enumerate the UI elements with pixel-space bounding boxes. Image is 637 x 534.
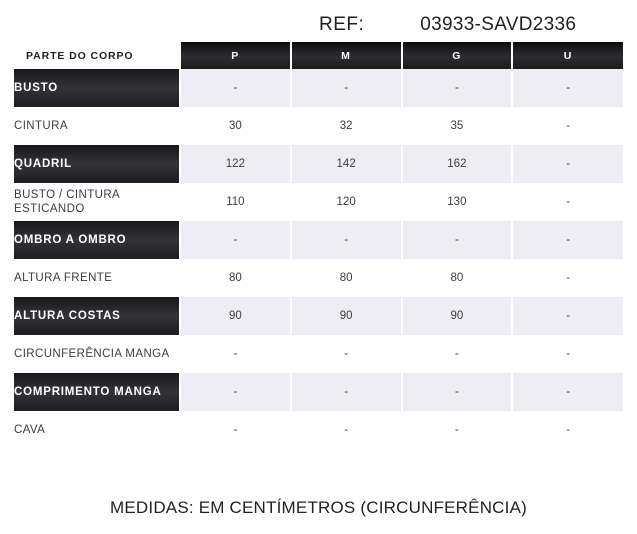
row-value: - bbox=[180, 411, 291, 449]
row-value: - bbox=[402, 373, 513, 411]
row-value: - bbox=[180, 335, 291, 373]
table-row bbox=[14, 183, 623, 221]
row-label: BUSTO / CINTURA ESTICANDO bbox=[14, 183, 180, 221]
row-value: 90 bbox=[180, 297, 291, 335]
row-value: - bbox=[512, 373, 623, 411]
row-value: - bbox=[512, 259, 623, 297]
row-value: 32 bbox=[291, 107, 402, 145]
table-row bbox=[14, 107, 623, 145]
row-value: 130 bbox=[402, 183, 513, 221]
row-value: - bbox=[512, 297, 623, 335]
row-value: - bbox=[180, 69, 291, 107]
row-value: 162 bbox=[402, 145, 513, 183]
row-value: - bbox=[512, 183, 623, 221]
table-row bbox=[14, 259, 623, 297]
row-value: - bbox=[512, 335, 623, 373]
row-value: 80 bbox=[291, 259, 402, 297]
row-label: CIRCUNFERÊNCIA MANGA bbox=[14, 335, 180, 373]
row-value: - bbox=[180, 221, 291, 259]
row-value: - bbox=[512, 145, 623, 183]
table-row bbox=[14, 411, 623, 449]
row-value: 80 bbox=[180, 259, 291, 297]
table-header bbox=[14, 42, 623, 69]
column-header-size-g: G bbox=[402, 42, 513, 69]
row-label: ALTURA FRENTE bbox=[14, 259, 180, 297]
row-value: - bbox=[512, 221, 623, 259]
row-value: - bbox=[291, 69, 402, 107]
reference-value: 03933-SAVD2336 bbox=[420, 14, 577, 35]
row-value: - bbox=[291, 411, 402, 449]
table-row bbox=[14, 69, 623, 107]
row-value: - bbox=[512, 107, 623, 145]
column-header-body-part: PARTE DO CORPO bbox=[14, 42, 180, 69]
row-label: OMBRO A OMBRO bbox=[14, 221, 180, 259]
reference-label: REF: bbox=[319, 14, 365, 35]
row-label: ALTURA COSTAS bbox=[14, 297, 180, 335]
table-row bbox=[14, 145, 623, 183]
table-header-row bbox=[14, 42, 623, 69]
column-header-size-u: U bbox=[512, 42, 623, 69]
row-label: BUSTO bbox=[14, 69, 180, 107]
table-row bbox=[14, 297, 623, 335]
row-value: 30 bbox=[180, 107, 291, 145]
row-value: 110 bbox=[180, 183, 291, 221]
column-header-size-m: M bbox=[291, 42, 402, 69]
row-label: COMPRIMENTO MANGA bbox=[14, 373, 180, 411]
row-value: 90 bbox=[402, 297, 513, 335]
size-table bbox=[14, 42, 623, 449]
row-label: CINTURA bbox=[14, 107, 180, 145]
row-value: - bbox=[402, 411, 513, 449]
row-value: - bbox=[180, 373, 291, 411]
row-value: - bbox=[291, 221, 402, 259]
row-value: 35 bbox=[402, 107, 513, 145]
row-label: CAVA bbox=[14, 411, 180, 449]
column-header-size-p: P bbox=[180, 42, 291, 69]
row-value: - bbox=[512, 411, 623, 449]
size-table-wrapper bbox=[0, 42, 637, 449]
row-value: - bbox=[512, 69, 623, 107]
row-value: - bbox=[402, 335, 513, 373]
row-value: - bbox=[291, 335, 402, 373]
table-body bbox=[14, 69, 623, 449]
row-value: 80 bbox=[402, 259, 513, 297]
row-value: - bbox=[291, 373, 402, 411]
table-row bbox=[14, 373, 623, 411]
table-row bbox=[14, 335, 623, 373]
reference-row bbox=[0, 0, 637, 42]
row-value: 120 bbox=[291, 183, 402, 221]
row-value: - bbox=[402, 221, 513, 259]
measurement-note: MEDIDAS: EM CENTÍMETROS (CIRCUNFERÊNCIA) bbox=[110, 498, 527, 517]
row-value: 122 bbox=[180, 145, 291, 183]
row-value: 142 bbox=[291, 145, 402, 183]
table-row bbox=[14, 221, 623, 259]
row-label: QUADRIL bbox=[14, 145, 180, 183]
row-value: 90 bbox=[291, 297, 402, 335]
row-value: - bbox=[402, 69, 513, 107]
